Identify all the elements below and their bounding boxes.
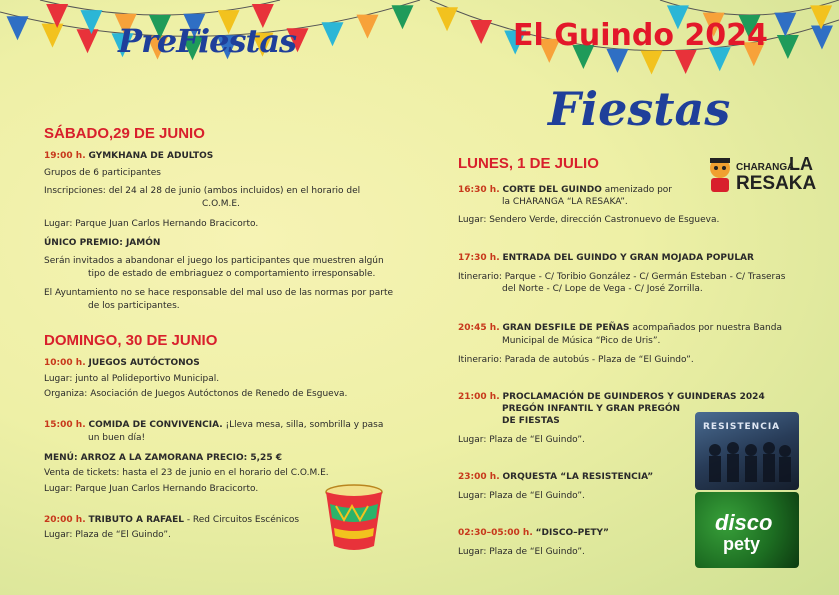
- main-title: El Guindo 2024: [513, 18, 768, 53]
- sun-event-juegos: 10:00 h. JUEGOS AUTÓCTONOS: [44, 358, 200, 368]
- sat-event-gymkhana: 19:00 h. GYMKHANA DE ADULTOS: [44, 151, 214, 161]
- sun-line: un buen día!: [88, 433, 146, 443]
- bunting-flag: [7, 16, 29, 40]
- poster-text-pety: pety: [723, 534, 761, 554]
- bunting-flag: [42, 24, 64, 48]
- bunting-flag: [675, 50, 697, 74]
- sat-line: El Ayuntamiento no se hace responsable del mal uso de las normas por parte: [44, 288, 394, 298]
- bunting-flag: [322, 22, 344, 46]
- sat-line: C.O.M.E.: [202, 199, 240, 209]
- logo-text-la: LA: [789, 154, 813, 174]
- mon-line: Itinerario: Parada de autobús - Plaza de “El Guindo”.: [458, 355, 694, 365]
- mon-event-disco: 02:30–05:00 h. “DISCO–PETY”: [458, 528, 609, 538]
- bunting-flag: [811, 26, 833, 50]
- bunting-string: [40, 0, 280, 15]
- mon-line: Itinerario: Parque - C/ Toribio González - C/ Germán Esteban - C/ Traseras: [458, 272, 786, 282]
- logo-text-resaka: RESAKA: [736, 173, 817, 194]
- sun-line: Venta de tickets: hasta el 23 de junio en el horario del C.O.M.E.: [44, 468, 329, 478]
- sat-line: Grupos de 6 participantes: [44, 168, 161, 178]
- band-silhouettes: [695, 412, 799, 490]
- charanga-logo: [705, 154, 817, 196]
- mon-line: Municipal de Música “Pico de Uris”.: [502, 336, 661, 346]
- sat-line: Lugar: Parque Juan Carlos Hernando Bracicorto.: [44, 219, 259, 229]
- bunting-flag: [774, 13, 796, 37]
- mon-event-desfile: 20:45 h. GRAN DESFILE DE PEÑAS acompañados por nuestra Banda: [458, 323, 782, 333]
- sunday-heading: DOMINGO, 30 DE JUNIO: [44, 332, 218, 349]
- poster-text-disco: disco: [715, 510, 773, 535]
- mon-event-entrada: 17:30 h. ENTRADA DEL GUINDO Y GRAN MOJADA POPULAR: [458, 253, 754, 263]
- mon-line: del Norte - C/ Lope de Vega - C/ José Zorrilla.: [502, 284, 703, 294]
- sat-prize: ÚNICO PREMIO: JAMÓN: [44, 238, 161, 248]
- mon-event-orquesta: 23:00 h. ORQUESTA “LA RESISTENCIA”: [458, 472, 654, 482]
- sun-line: Lugar: Parque Juan Carlos Hernando Bracicorto.: [44, 484, 259, 494]
- monday-heading: LUNES, 1 DE JULIO: [458, 155, 599, 172]
- band-photo: [695, 412, 799, 490]
- sun-line: Organiza: Asociación de Juegos Autóctonos de Renedo de Esgueva.: [44, 389, 348, 399]
- sat-line: Serán invitados a abandonar el juego los participantes que muestren algún: [44, 256, 384, 266]
- mon-line: PREGÓN INFANTIL Y GRAN PREGÓN: [502, 404, 681, 414]
- sat-line: de los participantes.: [88, 301, 180, 311]
- mon-event-proclamacion: 21:00 h. PROCLAMACIÓN DE GUINDEROS Y GUINDERAS 2024: [458, 392, 765, 402]
- bunting-flag: [357, 15, 379, 39]
- bunting-flag: [392, 5, 414, 29]
- saturday-heading: SÁBADO,29 DE JUNIO: [44, 125, 205, 142]
- mon-line: Lugar: Plaza de “El Guindo”.: [458, 435, 585, 445]
- mon-line: Lugar: Plaza de “El Guindo”.: [458, 491, 585, 501]
- sat-line: tipo de estado de embriaguez o comportamiento irresponsable.: [88, 269, 376, 279]
- band-photo-label: RESISTENCIA: [703, 422, 781, 432]
- bunting-flag: [436, 7, 458, 31]
- disco-pety-poster: [695, 492, 799, 568]
- mon-event-corte: 16:30 h. CORTE DEL GUINDO amenizado por: [458, 185, 672, 195]
- mon-line: la CHARANGA “LA RESAKA”.: [502, 197, 628, 207]
- bunting-flag: [777, 35, 799, 59]
- sun-line: Lugar: junto al Polideportivo Municipal.: [44, 374, 220, 384]
- bunting-flag: [77, 29, 99, 53]
- bunting-flag: [470, 20, 492, 44]
- fiestas-subtitle: Fiestas: [548, 82, 731, 136]
- sat-line: Inscripciones: del 24 al 28 de junio (ambos incluidos) en el horario del: [44, 186, 361, 196]
- bunting-flag: [641, 51, 663, 75]
- prefiestas-title: PreFiestas: [118, 22, 297, 60]
- mon-line: Lugar: Sendero Verde, dirección Castronuevo de Esgueva.: [458, 215, 720, 225]
- sun-event-comida: 15:00 h. COMIDA DE CONVIVENCIA. ¡Lleva mesa, silla, sombrilla y pasa: [44, 420, 384, 430]
- mon-line: DE FIESTAS: [502, 416, 560, 426]
- charanga-mascot-icon: [705, 154, 735, 194]
- logo-text-charanga: CHARANGA: [736, 162, 795, 173]
- sun-line: Lugar: Plaza de “El Guindo”.: [44, 530, 171, 540]
- sun-menu: MENÚ: ARROZ A LA ZAMORANA PRECIO: 5,25 €: [44, 453, 282, 463]
- sun-event-tributo: 20:00 h. TRIBUTO A RAFAEL - Red Circuitos Escénicos: [44, 515, 300, 525]
- mon-line: Lugar: Plaza de “El Guindo”.: [458, 547, 585, 557]
- drum-illustration: [322, 484, 386, 556]
